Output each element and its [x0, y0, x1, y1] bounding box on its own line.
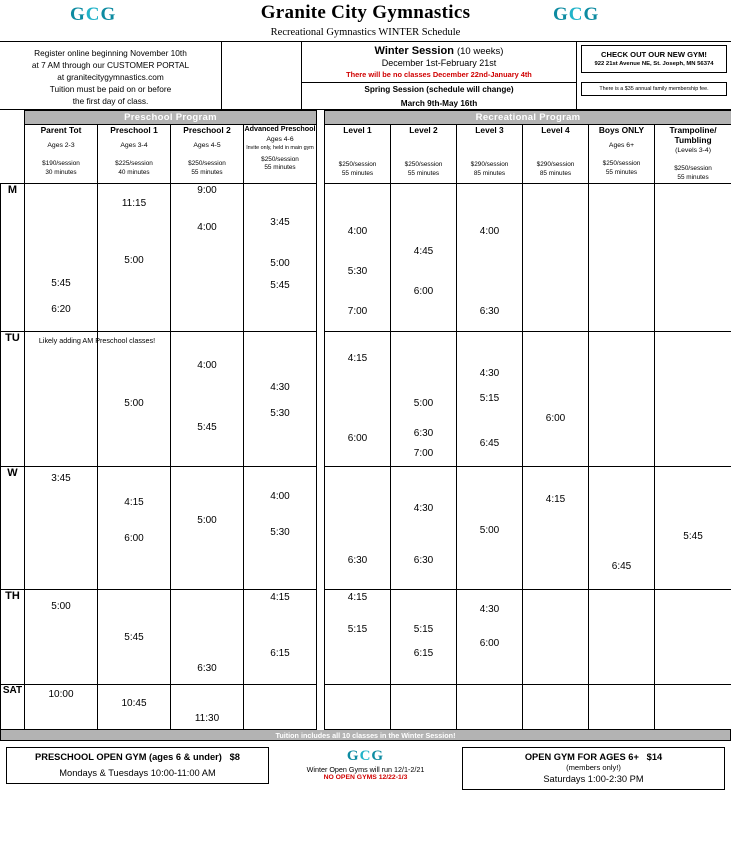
day-label-tu: TU [1, 331, 25, 466]
class-time: 4:00 [479, 225, 500, 237]
spring-session-title: Spring Session (schedule will change) [302, 82, 576, 94]
col-price-level-2: $250/session [404, 161, 443, 169]
footer-logo-block [275, 747, 456, 781]
col-price-level-4: $290/session [536, 161, 575, 169]
cell-sat-boys-only [589, 684, 655, 729]
page-title: Granite City Gymnastics [260, 2, 471, 23]
class-time: 6:00 [479, 637, 500, 649]
class-time: 6:15 [270, 647, 290, 659]
class-time: 6:30 [413, 554, 434, 566]
cell-th-preschool-2 [171, 589, 244, 684]
class-time: 5:00 [413, 397, 434, 409]
col-ages-preschool-2: Ages 4-5 [193, 142, 221, 150]
am-preschool-note: Likely adding AM Preschool classes! [38, 335, 156, 345]
cell-w-advanced-preschool [244, 466, 317, 589]
day-label-th: TH [1, 589, 25, 684]
class-time: 10:45 [121, 697, 147, 709]
col-duration-tramp-tumbling: 55 minutes [677, 173, 709, 181]
class-time: 4:15 [545, 493, 566, 505]
spring-session-dates: March 9th-May 16th [400, 99, 478, 108]
registration-line-4: Tuition must be paid on or before [49, 84, 172, 95]
col-duration-preschool-2: 55 minutes [191, 168, 223, 176]
cell-w-boys-only [589, 466, 655, 589]
cell-m-tramp-tumbling [655, 183, 731, 331]
cell-tu-tramp-tumbling [655, 331, 731, 466]
class-time: 5:45 [683, 530, 703, 542]
cell-th-boys-only [589, 589, 655, 684]
class-time: 4:30 [479, 603, 500, 615]
cell-w-preschool-2 [171, 466, 244, 589]
cell-tu-advanced-preschool [244, 331, 317, 466]
winter-session-title-row [302, 45, 576, 57]
class-time: 4:00 [197, 221, 217, 233]
table-row [1, 466, 731, 589]
column-header-advanced-preschool [244, 125, 317, 184]
col-price-boys-only: $250/session [602, 160, 641, 168]
winter-session-title: Winter Session [374, 45, 454, 57]
new-gym-box [581, 45, 727, 73]
class-time: 5:30 [347, 265, 368, 277]
open-gym-box [462, 747, 725, 790]
class-time: 5:15 [347, 623, 368, 635]
cell-m-preschool-1 [98, 183, 171, 331]
class-time: 6:30 [479, 305, 500, 317]
col-name-preschool-2: Preschool 2 [183, 125, 231, 135]
class-time: 6:00 [545, 412, 566, 424]
col-name-tramp-tumbling: Trampoline/ Tumbling [669, 125, 717, 146]
cell-sat-preschool-2 [171, 684, 244, 729]
cell-tu-level-3 [457, 331, 523, 466]
cell-m-level-1 [325, 183, 391, 331]
class-time: 5:00 [270, 257, 290, 269]
winter-open-gym-note: Winter Open Gyms will run 12/1-2/21 [306, 764, 425, 774]
class-time: 3:45 [270, 216, 290, 228]
new-gym-address: 922 21st Avenue NE, St. Joseph, MN 56374 [594, 61, 714, 68]
cell-sat-level-4 [523, 684, 589, 729]
class-time: 5:15 [413, 623, 434, 635]
cell-m-level-4 [523, 183, 589, 331]
class-time: 5:30 [270, 407, 290, 419]
col-duration-level-1: 55 minutes [341, 169, 374, 177]
class-time: 6:20 [51, 303, 71, 315]
cell-sat-level-2 [391, 684, 457, 729]
cell-tu-level-2 [391, 331, 457, 466]
class-time: 5:00 [124, 254, 144, 266]
class-time: 7:00 [347, 305, 368, 317]
class-time: 5:45 [270, 279, 290, 291]
registration-info [0, 42, 222, 109]
column-header-row [1, 125, 731, 184]
class-time: 5:45 [197, 421, 217, 433]
preschool-open-gym-title: PRESCHOOL OPEN GYM (ages 6 & under) [35, 751, 222, 762]
class-time: 10:00 [48, 688, 74, 700]
col-price-tramp-tumbling: $250/session [674, 165, 712, 173]
cell-m-level-2 [391, 183, 457, 331]
cell-m-boys-only [589, 183, 655, 331]
registration-line-1: Register online beginning November 10th [34, 48, 187, 58]
table-row [1, 183, 731, 331]
col-price-advanced-preschool: $250/session [261, 155, 299, 163]
column-header-preschool-1 [98, 125, 171, 184]
col-price-level-1: $250/session [338, 161, 377, 169]
cell-sat-preschool-1 [98, 684, 171, 729]
column-header-level-4 [523, 125, 589, 184]
preschool-open-gym-price: $8 [229, 751, 240, 762]
program-banner-row [1, 111, 731, 125]
class-time: 4:30 [270, 381, 290, 393]
cell-tu-preschool-1 [98, 331, 171, 466]
new-gym-info [577, 42, 731, 109]
cell-m-parent-tot [25, 183, 98, 331]
col-name-preschool-1: Preschool 1 [110, 125, 158, 135]
info-band [0, 42, 731, 110]
open-gym-times: Saturdays 1:00-2:30 PM [543, 773, 644, 784]
class-time: 11:30 [194, 712, 220, 724]
cell-w-preschool-1 [98, 466, 171, 589]
table-row [1, 331, 731, 466]
class-time: 5:00 [197, 514, 217, 526]
cell-w-level-4 [523, 466, 589, 589]
preschool-open-gym-times: Mondays & Tuesdays 10:00-11:00 AM [59, 767, 216, 778]
class-time: 4:15 [347, 591, 368, 603]
class-time: 5:45 [124, 631, 144, 643]
col-duration-boys-only: 55 minutes [605, 168, 638, 176]
preschool-open-gym-box [6, 747, 269, 784]
col-price-parent-tot: $190/session [42, 160, 80, 168]
cell-th-tramp-tumbling [655, 589, 731, 684]
class-time: 4:15 [270, 591, 290, 603]
class-time: 9:00 [197, 184, 217, 196]
class-time: 4:00 [197, 359, 217, 371]
day-label-m: M [1, 183, 25, 331]
class-time: 4:30 [479, 367, 500, 379]
winter-session-dates: December 1st-February 21st [381, 58, 497, 68]
col-ages-tramp-tumbling: (Levels 3-4) [675, 147, 711, 155]
class-time: 6:45 [611, 560, 632, 572]
col-name-level-2: Level 2 [409, 125, 438, 135]
cell-sat-advanced-preschool [244, 684, 317, 729]
column-header-tramp-tumbling [655, 125, 731, 184]
class-time: 4:00 [270, 490, 290, 502]
column-header-level-1 [325, 125, 391, 184]
col-duration-level-2: 55 minutes [407, 169, 440, 177]
new-gym-headline: CHECK OUT OUR NEW GYM! [601, 50, 707, 59]
column-header-level-3 [457, 125, 523, 184]
day-label-sat: SAT [1, 684, 25, 729]
class-time: 5:00 [479, 524, 500, 536]
class-time: 4:00 [347, 225, 368, 237]
page-subtitle: Recreational Gymnastics WINTER Schedule [270, 27, 461, 38]
class-time: 6:30 [413, 427, 434, 439]
col-name-advanced-preschool: Advanced Preschool [244, 124, 316, 133]
col-name-level-3: Level 3 [475, 125, 504, 135]
schedule-table [0, 110, 731, 730]
class-time: 4:15 [124, 496, 144, 508]
col-ages-boys-only: Ages 6+ [608, 142, 635, 150]
cell-tu-boys-only [589, 331, 655, 466]
cell-w-tramp-tumbling [655, 466, 731, 589]
cell-th-parent-tot [25, 589, 98, 684]
no-open-gym-note: NO OPEN GYMS 12/22-1/3 [323, 773, 408, 781]
col-price-preschool-2: $250/session [188, 160, 226, 168]
class-time: 6:00 [413, 285, 434, 297]
registration-line-3: at granitecitygymnastics.com [57, 72, 164, 83]
session-info [302, 42, 577, 109]
open-gym-line [465, 752, 722, 762]
col-name-level-4: Level 4 [541, 125, 570, 135]
winter-no-class-warning: There will be no classes December 22nd-January 4th [346, 70, 532, 79]
winter-session-weeks: (10 weeks) [456, 46, 504, 57]
masthead [0, 0, 731, 42]
logo-left: GCG [70, 4, 117, 25]
cell-sat-level-3 [457, 684, 523, 729]
col-note-advanced-preschool: Invite only, held in main gym [246, 144, 314, 151]
table-row [1, 684, 731, 729]
cell-m-level-3 [457, 183, 523, 331]
cell-m-advanced-preschool [244, 183, 317, 331]
preschool-program-banner: Preschool Program [25, 111, 317, 125]
cell-tu-level-1 [325, 331, 391, 466]
col-price-preschool-1: $225/session [115, 160, 153, 168]
col-ages-preschool-1: Ages 3-4 [120, 142, 148, 150]
logo-footer: GCG [346, 747, 385, 764]
cell-w-parent-tot [25, 466, 98, 589]
class-time: 5:30 [270, 526, 290, 538]
info-spacer [222, 42, 302, 109]
col-duration-parent-tot: 30 minutes [45, 168, 77, 176]
preschool-open-gym-line [9, 752, 266, 762]
registration-line-2: at 7 AM through our CUSTOMER PORTAL [31, 60, 190, 71]
class-time: 6:00 [124, 532, 144, 544]
col-name-level-1: Level 1 [343, 125, 372, 135]
cell-th-advanced-preschool [244, 589, 317, 684]
class-time: 4:45 [413, 245, 434, 257]
col-duration-level-3: 85 minutes [473, 169, 506, 177]
class-time: 3:45 [51, 472, 71, 484]
class-time: 5:00 [51, 600, 71, 612]
cell-w-level-3 [457, 466, 523, 589]
class-time: 6:00 [347, 432, 368, 444]
col-ages-advanced-preschool: Ages 4-6 [266, 135, 294, 143]
recreational-program-banner: Recreational Program [325, 111, 731, 125]
col-duration-preschool-1: 40 minutes [118, 168, 150, 176]
open-gym-price: $14 [646, 751, 663, 762]
open-gym-title: OPEN GYM FOR AGES 6+ [524, 751, 639, 762]
open-gym-members-note: (members only!) [566, 762, 621, 772]
cell-w-level-1 [325, 466, 391, 589]
col-duration-advanced-preschool: 55 minutes [264, 164, 296, 172]
column-header-preschool-2 [171, 125, 244, 184]
column-header-parent-tot [25, 125, 98, 184]
class-time: 5:15 [479, 392, 500, 404]
cell-w-level-2 [391, 466, 457, 589]
logo-right: GCG [553, 4, 600, 25]
cell-th-preschool-1 [98, 589, 171, 684]
class-time: 6:30 [347, 554, 368, 566]
table-row [1, 589, 731, 684]
class-time: 7:00 [413, 447, 434, 459]
class-time: 5:45 [51, 277, 71, 289]
cell-m-preschool-2 [171, 183, 244, 331]
cell-sat-parent-tot [25, 684, 98, 729]
class-time: 4:30 [413, 502, 434, 514]
column-header-level-2 [391, 125, 457, 184]
class-time: 6:45 [479, 437, 500, 449]
class-time: 6:15 [413, 647, 434, 659]
class-time: 5:00 [124, 397, 144, 409]
cell-th-level-1 [325, 589, 391, 684]
tuition-note-strip: Tuition includes all 10 classes in the Winter Session! [0, 730, 731, 741]
cell-tu-level-4 [523, 331, 589, 466]
cell-th-level-2 [391, 589, 457, 684]
cell-tu-preschool-2 [171, 331, 244, 466]
cell-th-level-4 [523, 589, 589, 684]
cell-sat-level-1 [325, 684, 391, 729]
class-time: 11:15 [121, 197, 147, 209]
col-duration-level-4: 85 minutes [539, 169, 572, 177]
class-time: 4:15 [347, 352, 368, 364]
col-name-parent-tot: Parent Tot [40, 125, 82, 135]
day-label-w: W [1, 466, 25, 589]
footer [0, 747, 731, 790]
cell-sat-tramp-tumbling [655, 684, 731, 729]
registration-line-5: the first day of class. [72, 96, 149, 107]
class-time: 6:30 [197, 662, 217, 674]
cell-th-level-3 [457, 589, 523, 684]
column-header-boys-only [589, 125, 655, 184]
membership-fee-box: There is a $35 annual family membership fee. [581, 82, 727, 96]
col-ages-parent-tot: Ages 2-3 [47, 142, 75, 150]
col-name-boys-only: Boys ONLY [598, 125, 645, 135]
col-price-level-3: $290/session [470, 161, 509, 169]
